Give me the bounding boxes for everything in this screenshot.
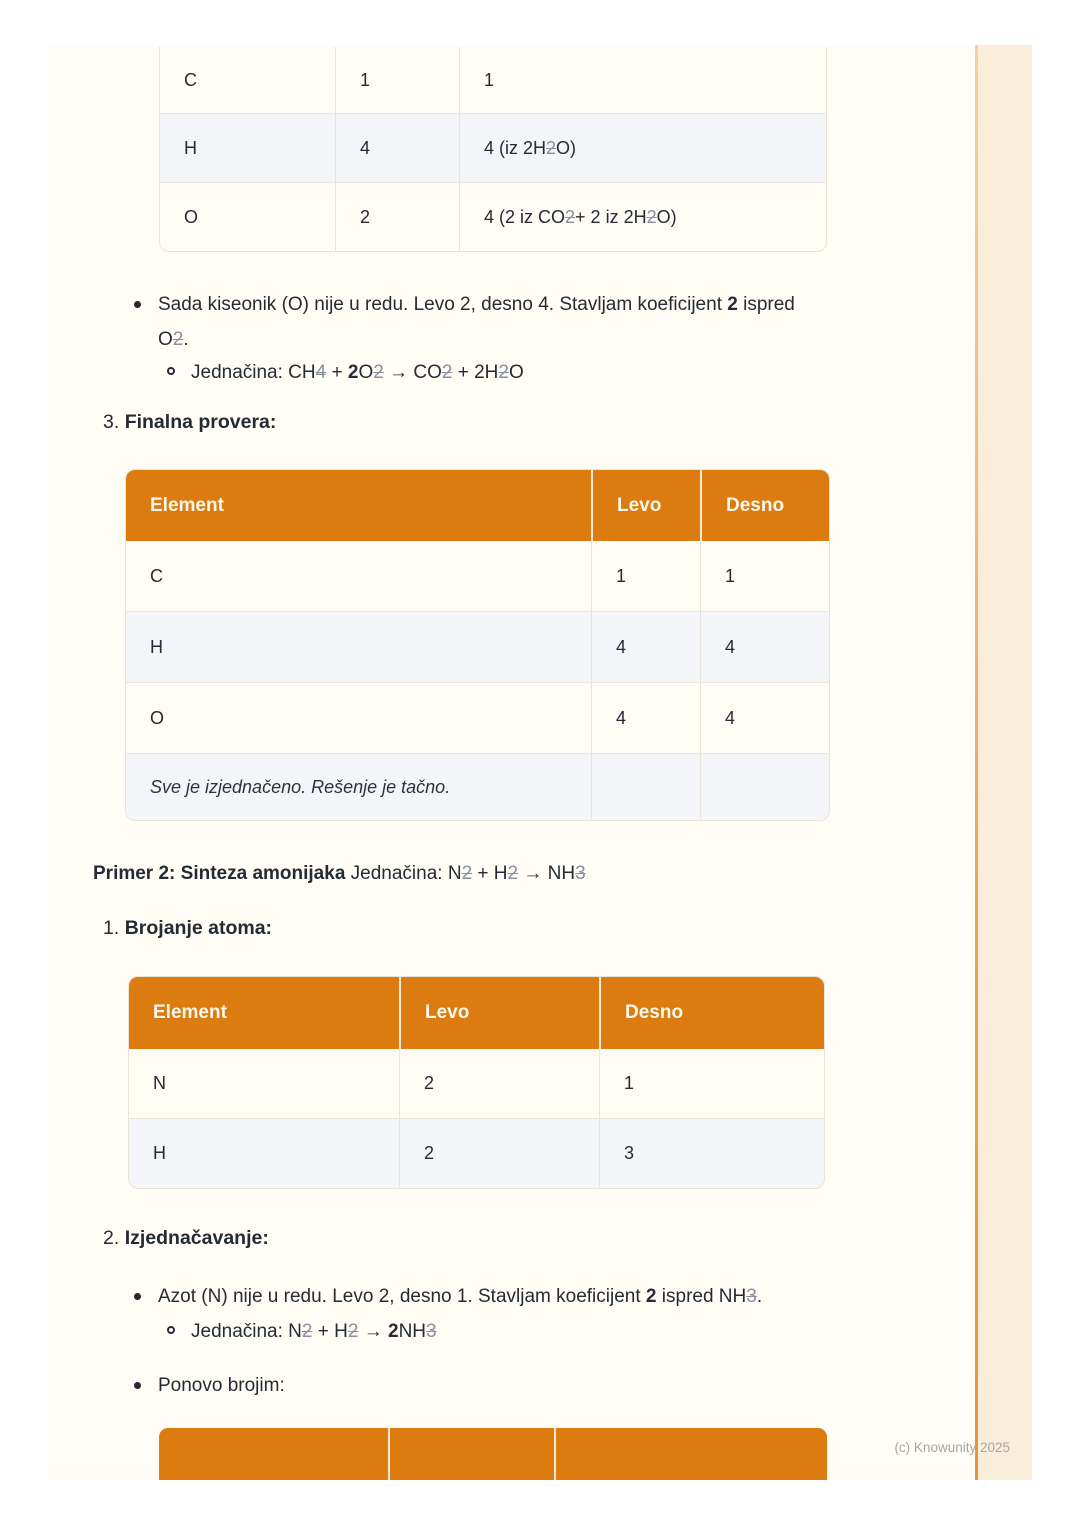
table-header-row xyxy=(126,470,829,541)
primer2-equation: Jednačina: N2 + H2 → NH3 xyxy=(345,863,586,884)
table-row xyxy=(129,1049,824,1118)
heading-number: 3. xyxy=(103,411,120,433)
cell-desno: 4 (2 iz CO 2 + 2 iz 2H 2 O) xyxy=(459,183,826,251)
table-row xyxy=(129,1118,824,1188)
table-row xyxy=(126,611,829,682)
cell-levo: 4 xyxy=(591,612,700,682)
bullet-dot-icon xyxy=(134,1368,158,1403)
table-final-check xyxy=(125,469,830,821)
header-levo: Levo xyxy=(399,977,599,1049)
table-atom-count-example2 xyxy=(128,976,825,1189)
cell-element: O xyxy=(184,206,199,227)
table-row xyxy=(160,182,826,251)
cell-element: O xyxy=(150,707,165,728)
bullet-oxygen-note xyxy=(134,287,814,357)
table-header-row xyxy=(129,977,824,1049)
page-margin-strip xyxy=(978,45,1032,1480)
header-cell xyxy=(388,1428,554,1480)
header-desno: Desno xyxy=(700,470,829,541)
bullet-recount xyxy=(134,1368,534,1403)
cell-desno: 3 xyxy=(599,1119,824,1188)
cell-levo: 4 xyxy=(335,114,459,182)
cell-levo: 2 xyxy=(399,1049,599,1118)
bullet-text: Ponovo brojim: xyxy=(158,1375,285,1396)
cell-element: H xyxy=(153,1143,166,1163)
bullet-text: Azot (N) nije u redu. Levo 2, desno 1. Stavljam koeficijent 2 ispred NH3. xyxy=(158,1286,763,1307)
heading-label: Brojanje atoma: xyxy=(124,917,273,939)
cell-desno: 4 xyxy=(700,683,829,753)
bullet-circle-icon xyxy=(167,1314,191,1349)
heading-balancing xyxy=(103,1227,269,1250)
cell-desno-empty xyxy=(700,754,829,820)
cell-element: C xyxy=(184,69,197,90)
subbullet-text: Jednačina: CH4 + 2O2 → CO2 + 2H2O xyxy=(191,362,524,383)
cell-levo: 2 xyxy=(399,1119,599,1188)
header-element: Element xyxy=(150,494,224,516)
table-header-partial-bottom xyxy=(159,1428,827,1480)
primer2-title: Primer 2: Sinteza amonijaka xyxy=(93,863,346,884)
heading-number: 1. xyxy=(103,917,120,939)
cell-element: N xyxy=(153,1073,166,1093)
table-row xyxy=(126,682,829,753)
cell-levo: 1 xyxy=(591,541,700,611)
bullet-dot-icon xyxy=(134,1279,158,1314)
table-row xyxy=(160,113,826,182)
cell-desno: 4 xyxy=(700,612,829,682)
cell-desno: 4 (iz 2H 2 O) xyxy=(459,114,826,182)
table-row xyxy=(160,47,826,113)
heading-atom-counting xyxy=(103,917,272,940)
cell-levo: 2 xyxy=(335,183,459,251)
header-element: Element xyxy=(153,1002,227,1023)
cell-desno: 1 xyxy=(459,47,826,113)
header-desno: Desno xyxy=(599,977,824,1049)
heading-number: 2. xyxy=(103,1227,120,1249)
primer2-title-line xyxy=(93,856,586,891)
cell-conclusion: Sve je izjednačeno. Rešenje je tačno. xyxy=(150,776,451,797)
cell-levo: 4 xyxy=(591,683,700,753)
copyright-label: (c) Knowunity 2025 xyxy=(894,1440,1010,1455)
cell-element: C xyxy=(150,565,163,586)
paper-page xyxy=(48,45,1032,1480)
subbullet-equation-1 xyxy=(167,355,807,390)
bullet-text: Sada kiseonik (O) nije u redu. Levo 2, desno 4. Stavljam koeficijent 2 ispred O2. xyxy=(158,294,795,350)
cell-element: H xyxy=(150,636,163,657)
header-levo: Levo xyxy=(591,470,700,541)
header-cell xyxy=(554,1428,827,1480)
cell-element: H xyxy=(184,137,197,158)
cell-levo-empty xyxy=(591,754,700,820)
heading-label: Finalna provera: xyxy=(124,411,277,433)
cell-desno: 1 xyxy=(700,541,829,611)
bullet-dot-icon xyxy=(134,287,158,357)
heading-label: Izjednačavanje: xyxy=(124,1227,269,1249)
bullet-circle-icon xyxy=(167,355,191,390)
bullet-nitrogen-note xyxy=(134,1279,854,1314)
table-row-conclusion xyxy=(126,753,829,820)
cell-levo: 1 xyxy=(335,47,459,113)
subbullet-text: Jednačina: N2 + H2 → 2NH3 xyxy=(191,1321,437,1342)
table-row xyxy=(126,541,829,611)
table-atom-count-example1 xyxy=(159,47,827,252)
subbullet-equation-2 xyxy=(167,1314,807,1349)
heading-final-check xyxy=(103,411,276,434)
cell-desno: 1 xyxy=(599,1049,824,1118)
header-cell xyxy=(159,1428,388,1480)
